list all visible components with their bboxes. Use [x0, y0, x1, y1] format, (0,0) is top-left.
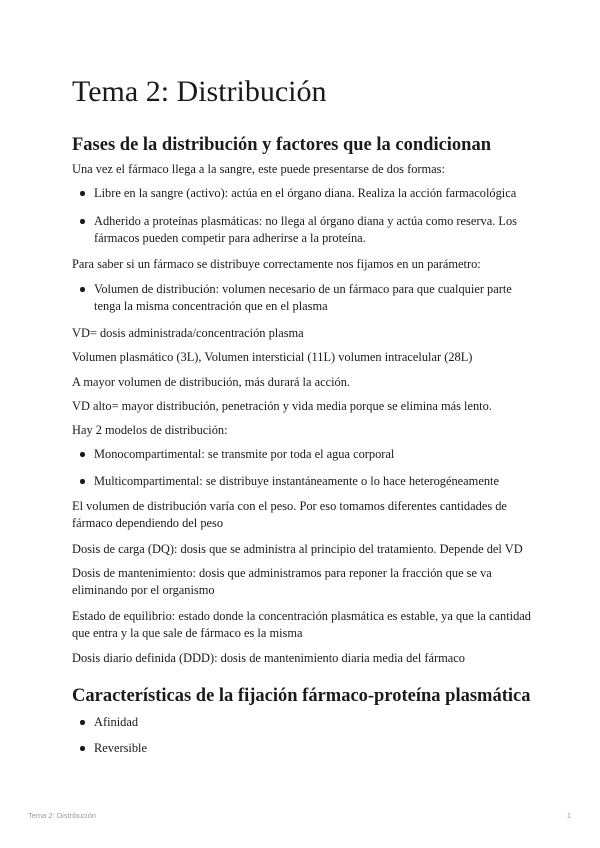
paragraph-intro: Una vez el fármaco llega a la sangre, este puede presentarse de dos formas:: [72, 162, 445, 176]
paragraph-more-volume: A mayor volumen de distribución, más durará la acción.: [72, 375, 351, 389]
bullet-icon: [80, 479, 85, 484]
list-item: [94, 473, 534, 490]
list-item-text: Multicompartimental: se distribuye instantáneamente o lo hace heterogéneamente: [94, 474, 499, 488]
list-item-text: Adherido a proteínas plasmáticas: no llega al órgano diana y actúa como reserva. Los fármacos pueden competir para adherirse a la proteína.: [94, 214, 517, 245]
paragraph-models-intro: Hay 2 modelos de distribución:: [72, 423, 228, 437]
list-item: [94, 281, 534, 315]
paragraph-maintenance-dose: Dosis de mantenimiento: dosis que administramos para reponer la fracción que se va eliminando por el organismo: [72, 566, 492, 597]
bullet-icon: [80, 746, 85, 751]
paragraph-vd-high: VD alto= mayor distribución, penetración y vida media porque se elimina más lento.: [72, 399, 492, 413]
section-heading-protein-binding: Características de la fijación fármaco-proteína plasmática: [72, 686, 531, 706]
bullet-icon: [80, 287, 85, 292]
bullet-icon: [80, 452, 85, 457]
paragraph-param-intro: Para saber si un fármaco se distribuye correctamente nos fijamos en un parámetro:: [72, 257, 481, 271]
list-item: [94, 714, 534, 731]
list-item: [94, 213, 534, 247]
page-title: Tema 2: Distribución: [72, 75, 327, 108]
bullet-icon: [80, 191, 85, 196]
list-item-text: Volumen de distribución: volumen necesario de un fármaco para que cualquier parte tenga la misma concentración que en el plasma: [94, 282, 512, 313]
paragraph-weight: El volumen de distribución varía con el peso. Por eso tomamos diferentes cantidades de fármaco dependiendo del peso: [72, 499, 507, 530]
list-item: [94, 740, 534, 757]
paragraph-vd-formula: VD= dosis administrada/concentración plasma: [72, 326, 304, 340]
bullet-icon: [80, 219, 85, 224]
list-item: [94, 185, 534, 202]
paragraph-equilibrium: Estado de equilibrio: estado donde la concentración plasmática es estable, ya que la cantidad que entra y la que sale de fármaco es la misma: [72, 609, 531, 640]
paragraph-ddd: Dosis diario definida (DDD): dosis de mantenimiento diaria media del fármaco: [72, 651, 465, 665]
bullet-icon: [80, 720, 85, 725]
paragraph-volumes: Volumen plasmático (3L), Volumen intersticial (11L) volumen intracelular (28L): [72, 350, 473, 364]
list-item-text: Libre en la sangre (activo): actúa en el órgano diana. Realiza la acción farmacológica: [94, 186, 517, 200]
footer-title: Tema 2: Distribución: [28, 811, 96, 820]
paragraph-loading-dose: Dosis de carga (DQ): dosis que se administra al principio del tratamiento. Depende del VD: [72, 542, 523, 556]
list-item-text: Monocompartimental: se transmite por toda el agua corporal: [94, 447, 395, 461]
list-item-text: Afinidad: [94, 715, 139, 729]
section-heading-distribution-phases: Fases de la distribución y factores que la condicionan: [72, 135, 492, 155]
page-number: 1: [566, 811, 571, 820]
list-item: [94, 446, 534, 463]
list-item-text: Reversible: [94, 741, 147, 755]
